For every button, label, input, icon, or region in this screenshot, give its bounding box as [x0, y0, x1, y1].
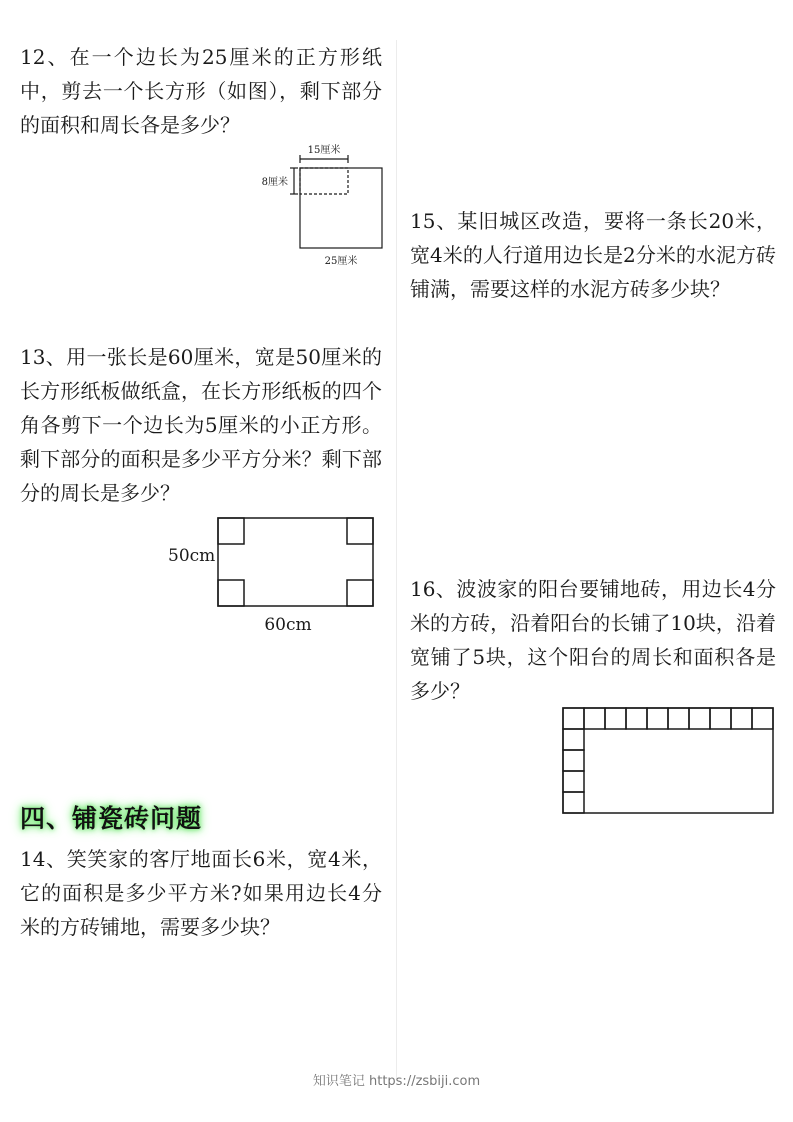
question-15: 15、某旧城区改造，要将一条长20米，宽4米的人行道用边长是2分米的水泥方砖铺满，需要这样的水泥方砖多少块？ [410, 209, 776, 301]
tile-width-column [563, 750, 584, 771]
tile-length-row [731, 708, 752, 729]
cut-rectangle [300, 168, 348, 194]
figure-balcony-tiles [558, 704, 778, 814]
question-14: 14、笑笑家的客厅地面长6米，宽4米，它的面积是多少平方米?如果用边长4分米的方砖铺地，需要多少块？ [20, 847, 382, 939]
label-8cm: 8厘米 [261, 177, 288, 188]
footer-watermark: 知识笔记 https://zsbiji.com [312, 1074, 481, 1089]
tile-length-row [626, 708, 647, 729]
figure-square-cut [250, 140, 400, 272]
tile-length-row [689, 708, 710, 729]
tile-length-row [668, 708, 689, 729]
corner-square-bottom-left [218, 580, 244, 606]
question-13: 13、用一张长是60厘米，宽是50厘米的长方形纸板做纸盒，在长方形纸板的四个角各剪下一个边长为5厘米的小正方形。剩下部分的面积是多少平方分米？剩下部分的周长是多少？ [20, 345, 382, 505]
tile-width-column [563, 771, 584, 792]
tile-length-row [584, 708, 605, 729]
label-15cm: 15厘米 [307, 145, 341, 156]
question-16: 16、波波家的阳台要铺地砖，用边长4分米的方砖，沿着阳台的长铺了10块，沿着宽铺了5块，这个阳台的周长和面积各是多少？ [410, 577, 776, 703]
figure-cardboard [160, 510, 390, 640]
tile-length-row [605, 708, 626, 729]
tile-width-column [563, 729, 584, 750]
cardboard-outline [218, 518, 373, 606]
tile-width-column [563, 792, 584, 813]
tile-length-row [563, 708, 584, 729]
tile-length-row [647, 708, 668, 729]
corner-square-bottom-right [347, 580, 373, 606]
square-outline [300, 168, 382, 248]
label-60cm: 60cm [264, 615, 312, 635]
corner-square-top-left [218, 518, 244, 544]
label-25cm: 25厘米 [324, 256, 358, 267]
tile-length-row [710, 708, 731, 729]
section-title: 四、铺瓷砖问题 [20, 804, 203, 833]
question-12: 12、在一个边长为25厘米的正方形纸中，剪去一个长方形（如图），剩下部分的面积和周长各是多少？ [20, 45, 382, 137]
tile-length-row [752, 708, 773, 729]
label-50cm: 50cm [168, 546, 216, 566]
corner-square-top-right [347, 518, 373, 544]
